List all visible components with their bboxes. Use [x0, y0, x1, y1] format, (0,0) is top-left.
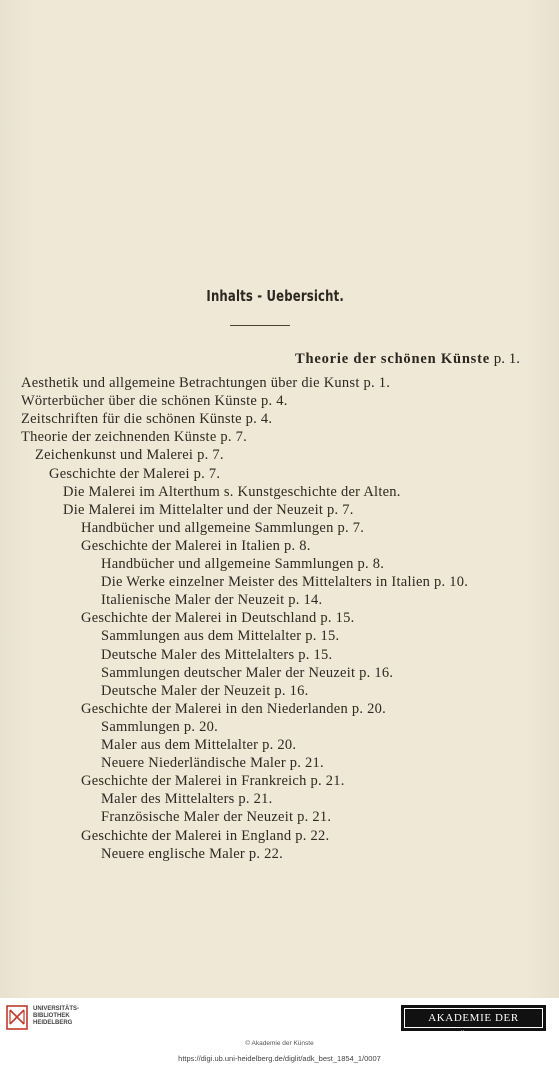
toc-entry: Sammlungen p. 20. — [101, 718, 219, 735]
akademie-badge-label: AKADEMIE DER KÜNSTE — [404, 1008, 543, 1028]
toc-entry: Die Malerei im Mittelalter und der Neuzeit p. 7. — [63, 501, 354, 518]
toc-entry: Geschichte der Malerei in Deutschland p. 15. — [81, 610, 355, 627]
toc-entry: Zeichenkunst und Malerei p. 7. — [35, 447, 224, 464]
library-line-1: UNIVERSITÄTS- — [33, 1006, 80, 1012]
library-line-2: BIBLIOTHEK — [33, 1013, 70, 1019]
toc-entry: Geschichte der Malerei in Italien p. 8. — [81, 537, 311, 554]
toc-entry: Deutsche Maler der Neuzeit p. 16. — [101, 682, 309, 699]
library-line-3: HEIDELBERG — [33, 1020, 73, 1026]
toc-entry: Wörterbücher über die schönen Künste p. 4. — [21, 393, 288, 410]
toc-entry: Geschichte der Malerei in England p. 22. — [81, 827, 330, 844]
toc-entry: Maler aus dem Mittelalter p. 20. — [101, 737, 297, 753]
section-title-page: p. 1. — [493, 351, 520, 367]
section-title-text: Theorie der schönen Künste — [295, 351, 490, 367]
toc-entry: Handbücher und allgemeine Sammlungen p. 8. — [101, 556, 385, 572]
toc-entry: Aesthetik und allgemeine Betrachtungen über die Kunst p. 1. — [21, 375, 391, 391]
toc-entry: Die Malerei im Alterthum s. Kunstgeschichte der Alten. — [63, 483, 401, 500]
toc-entry: Geschichte der Malerei in den Niederlanden p. 20. — [81, 700, 386, 717]
toc-entry: Maler des Mittelalters p. 21. — [101, 791, 273, 808]
toc-entry: Sammlungen aus dem Mittelalter p. 15. — [101, 628, 340, 645]
toc-entry: Geschichte der Malerei p. 7. — [49, 465, 221, 482]
toc-entry: Neuere Niederländische Maler p. 21. — [101, 755, 324, 772]
university-library-name — [33, 1006, 79, 1027]
toc-entry: Neuere englische Maler p. 22. — [101, 845, 283, 862]
page-heading: Inhalts - Uebersicht. — [206, 287, 344, 305]
toc-entry: Handbücher und allgemeine Sammlungen p. 7. — [81, 519, 365, 536]
toc-entry: Sammlungen deutscher Maler der Neuzeit p. 16. — [101, 664, 394, 681]
toc-entry: Französische Maler der Neuzeit p. 21. — [101, 809, 332, 826]
toc-entry: Geschichte der Malerei in Frankreich p. 21. — [81, 773, 345, 790]
show-through-text — [300, 40, 500, 380]
university-library-logo-icon — [5, 1003, 29, 1031]
toc-entry: Deutsche Maler des Mittelalters p. 15. — [101, 646, 333, 663]
akademie-badge[interactable] — [401, 1005, 546, 1042]
toc-entry: Zeitschriften für die schönen Künste p. 4. — [21, 411, 273, 428]
heading-rule — [230, 325, 290, 326]
permalink-url[interactable]: https://digi.ub.uni-heidelberg.de/diglit/adk_best_1854_1/0007 — [178, 1054, 381, 1063]
toc-entry: Italienische Maler der Neuzeit p. 14. — [101, 592, 323, 609]
copyright-notice: © Akademie der Künste — [245, 1040, 314, 1047]
toc-entry: Theorie der zeichnenden Künste p. 7. — [21, 429, 248, 446]
section-title — [0, 351, 520, 368]
toc-entry: Die Werke einzelner Meister des Mittelalters in Italien p. 10. — [101, 574, 469, 591]
